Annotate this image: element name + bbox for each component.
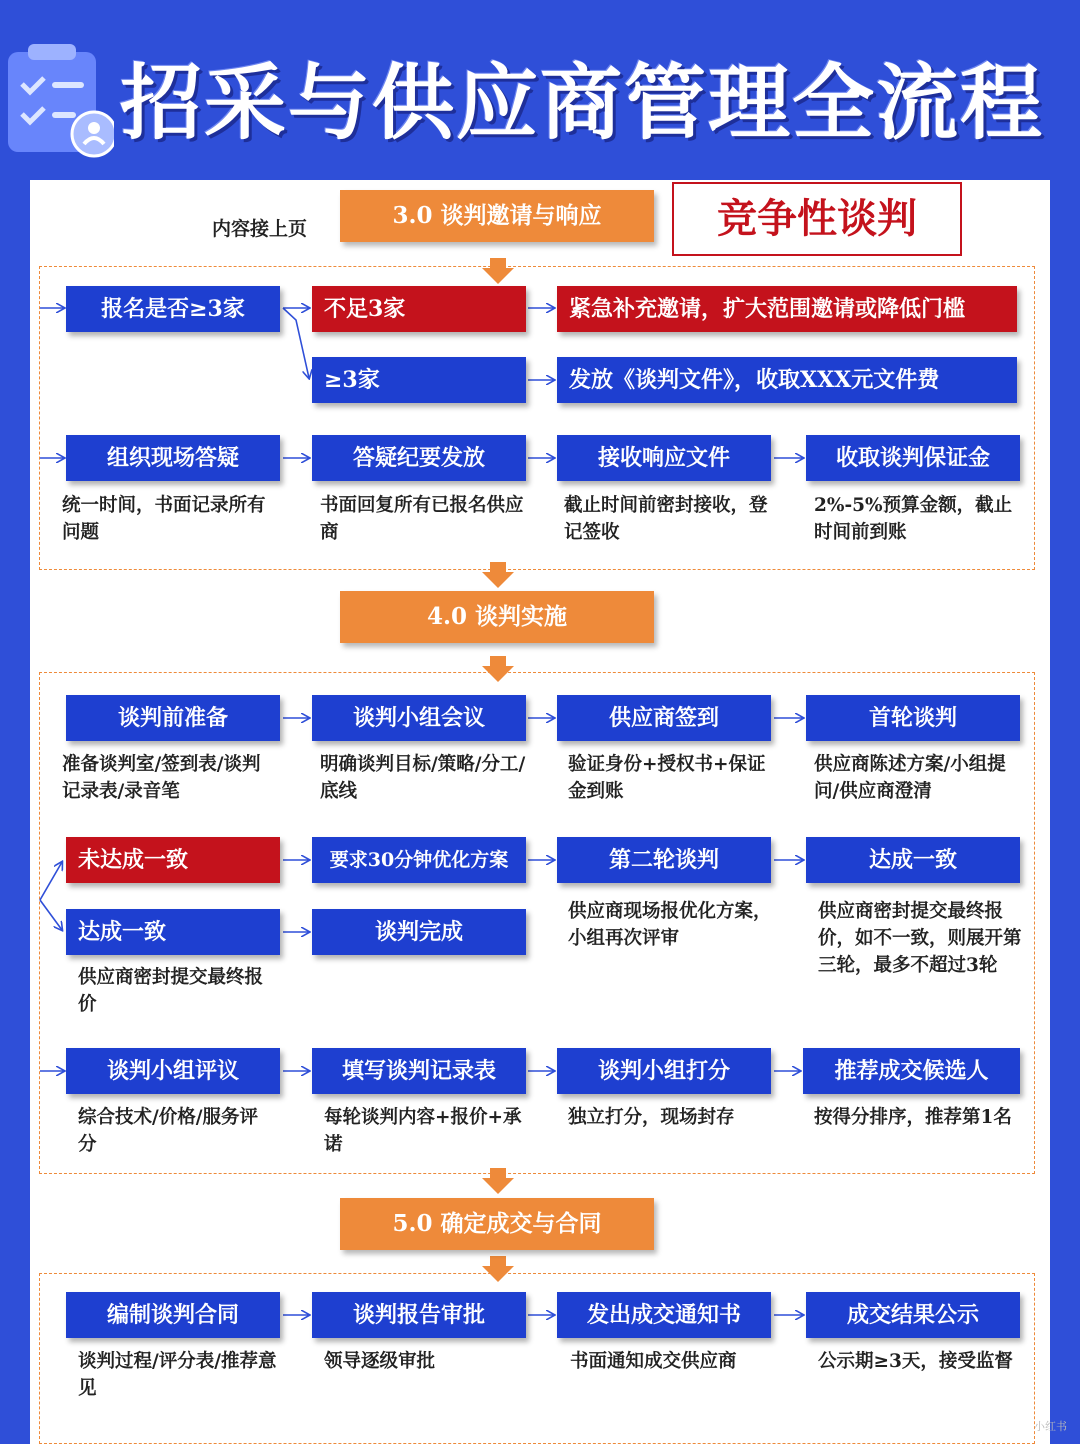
step-agreement-reached: 达成一致 (806, 837, 1020, 883)
step-supplier-signin: 供应商签到 (557, 695, 771, 741)
step-team-evaluation: 谈判小组评议 (66, 1048, 280, 1094)
watermark: 小红书 (1034, 1420, 1067, 1433)
step-negotiation-done: 谈判完成 (312, 909, 526, 955)
step-recommend-candidate: 推荐成交候选人 (803, 1048, 1020, 1094)
step-qa-minutes: 答疑纪要发放 (312, 435, 526, 481)
desc-report-approval: 领导逐级审批 (324, 1351, 436, 1372)
desc-receive-response: 截止时间前密封接收，登记签收 (564, 495, 768, 543)
desc-collect-deposit: 2%-5%预算金额，截止时间前到账 (814, 495, 1013, 543)
step-award-notice: 发出成交通知书 (557, 1292, 771, 1338)
stage-5-header: 5.0 确定成交与合同 (340, 1198, 654, 1250)
step-optimize-plan: 要求30分钟优化方案 (312, 837, 526, 883)
step-qa-meeting: 组织现场答疑 (66, 435, 280, 481)
step-agreement-ok: 达成一致 (66, 909, 280, 955)
desc-award-notice: 书面通知成交供应商 (570, 1351, 737, 1372)
competitive-negotiation-badge: 竞争性谈判 (672, 182, 962, 256)
desc-recommend-candidate: 按得分排序，推荐第1名 (814, 1107, 1012, 1128)
desc-fill-record: 每轮谈判内容+报价+承诺 (324, 1107, 522, 1155)
step-supplement-invite: 紧急补充邀请，扩大范围邀请或降低门槛 (557, 286, 1017, 332)
step-under-three: 不足3家 (312, 286, 526, 332)
step-report-approval: 谈判报告审批 (312, 1292, 526, 1338)
step-team-meeting: 谈判小组会议 (312, 695, 526, 741)
step-draft-contract: 编制谈判合同 (66, 1292, 280, 1338)
desc-supplier-signin: 验证身份+授权书+保证金到账 (568, 754, 766, 802)
step-result-publicity: 成交结果公示 (806, 1292, 1020, 1338)
continued-label: 内容接上页 (212, 218, 308, 240)
step-collect-deposit: 收取谈判保证金 (806, 435, 1020, 481)
step-no-agreement: 未达成一致 (66, 837, 280, 883)
step-fill-record: 填写谈判记录表 (312, 1048, 526, 1094)
step-second-round: 第二轮谈判 (557, 837, 771, 883)
desc-team-scoring: 独立打分，现场封存 (568, 1107, 735, 1128)
step-registration-check: 报名是否≥3家 (66, 286, 280, 332)
step-three-or-more: ≥3家 (312, 357, 526, 403)
header (0, 0, 1080, 180)
desc-agreement-ok: 供应商密封提交最终报价 (78, 967, 264, 1015)
desc-second-round: 供应商现场报优化方案，小组再次评审 (568, 901, 772, 949)
desc-team-meeting: 明确谈判目标/策略/分工/底线 (320, 754, 526, 802)
desc-team-evaluation: 综合技术/价格/服务评分 (78, 1107, 259, 1155)
desc-draft-contract: 谈判过程/评分表/推荐意见 (78, 1351, 277, 1399)
step-preparation: 谈判前准备 (66, 695, 280, 741)
page-title: 招采与供应商管理全流程 (120, 55, 1045, 151)
checklist-icon (4, 42, 114, 160)
step-team-scoring: 谈判小组打分 (557, 1048, 771, 1094)
stage-3-header: 3.0 谈判邀请与响应 (340, 190, 654, 242)
step-receive-response: 接收响应文件 (557, 435, 771, 481)
desc-preparation: 准备谈判室/签到表/谈判记录表/录音笔 (62, 754, 261, 802)
desc-qa-meeting: 统一时间，书面记录所有问题 (62, 495, 266, 543)
desc-first-round: 供应商陈述方案/小组提问/供应商澄清 (814, 754, 1006, 802)
desc-agreement-reached: 供应商密封提交最终报价，如不一致，则展开第三轮，最多不超过3轮 (818, 901, 1022, 976)
desc-qa-minutes: 书面回复所有已报名供应商 (320, 495, 524, 543)
stage-4-header: 4.0 谈判实施 (340, 591, 654, 643)
desc-result-publicity: 公示期≥3天，接受监督 (818, 1351, 1013, 1372)
step-first-round: 首轮谈判 (806, 695, 1020, 741)
step-issue-documents: 发放《谈判文件》，收取XXX元文件费 (557, 357, 1017, 403)
